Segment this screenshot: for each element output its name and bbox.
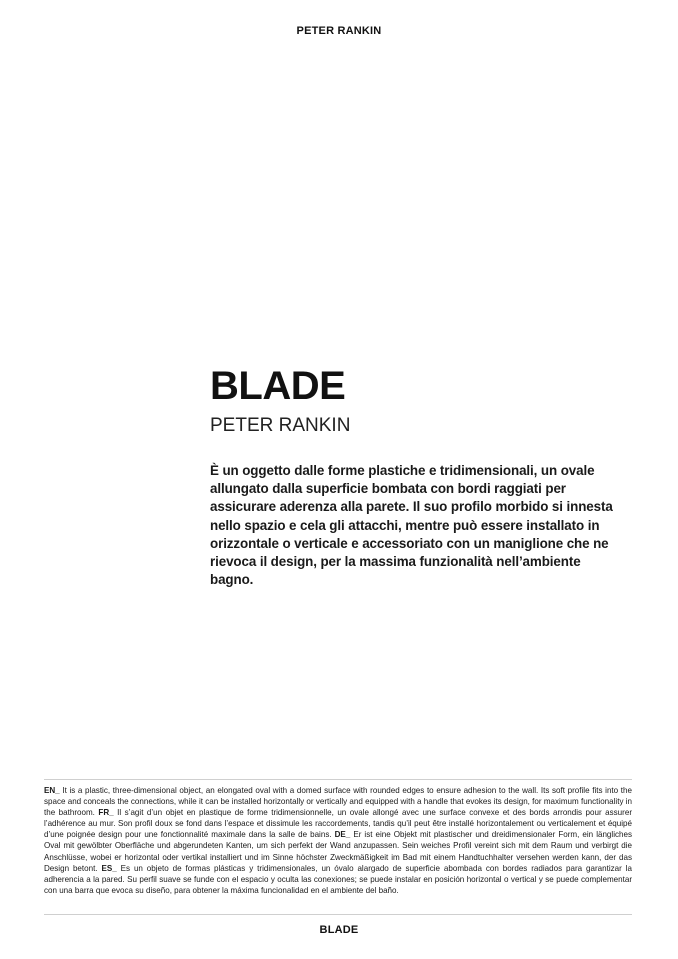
divider-top — [44, 779, 632, 780]
header-designer-name: PETER RANKIN — [296, 25, 382, 37]
lang-tag-en: EN_ — [44, 786, 60, 795]
multilingual-description — [44, 785, 632, 896]
footer-product-name: BLADE — [319, 924, 359, 936]
lang-text-es: Es un objeto de formas plásticas y tridimensionales, un óvalo alargado de superficie abombada con bordes radiados para garantizar la adherencia a la pared. Su perfil suave se funde con el espacio y oculta las conexiones; se puede instalar en posición horizontal o vertical y se puede complementar con una barra que evoca su diseño, para obtener la máxima funcionalidad en el ambiente del baño. — [44, 863, 632, 895]
divider-bottom — [44, 914, 632, 915]
lang-tag-es: ES_ — [101, 863, 117, 873]
product-block — [210, 364, 620, 589]
lang-text-de: Er ist eine Objekt mit plastischer und dreidimensionaler Form, ein längliches Oval mit gewölbter Oberfläche und abgerundeten Kanten, um sich perfekt der Wand anzupassen. Sein weiches Profil vereint sich mit dem Raum und verbirgt die Anschlüsse, wobei er horizontal oder vertikal installiert und im Sinne höchster Zweckmäßigkeit im Bad mit einem Handtuchhalter versehen werden kann, der das Design betont. — [44, 830, 632, 873]
lang-text-en: It is a plastic, three-dimensional object, an elongated oval with a domed surface with rounded edges to ensure adhesion to the wall. Its soft profile fits into the space and conceals the connections, while it can be installed horizontally or vertically and equipped with a handle that evokes its design, for maximum functionality in the bathroom. — [44, 786, 632, 818]
lang-tag-de: DE_ — [334, 830, 351, 840]
lang-tag-fr: FR_ — [98, 808, 114, 818]
lang-text-fr: Il s’agit d’un objet en plastique de forme tridimensionnelle, un ovale allongé avec une surface convexe et des bords arrondis pour assurer l’adhérence au mur. Son profil doux se fond dans l’espace et dissimule les raccordements, tandis qu’il peut être installé horizontalement ou verticalement et équipé d’une poignée design pour une fonctionnalité maximale dans la salle de bains. — [44, 808, 632, 840]
italian-description: È un oggetto dalle forme plastiche e tridimensionali, un ovale allungato dalla superficie bombata con bordi raggiati per assicurare aderenza alla parete. Il suo profilo morbido si innesta nello spazio e cela gli attacchi, mentre può essere installato in orizzontale o verticale e accessoriato con un maniglione che ne rievoca il design, per la massima funzionalità nell’ambiente bagno. — [210, 463, 613, 588]
product-title: BLADE — [210, 364, 346, 408]
product-designer: PETER RANKIN — [210, 415, 351, 436]
